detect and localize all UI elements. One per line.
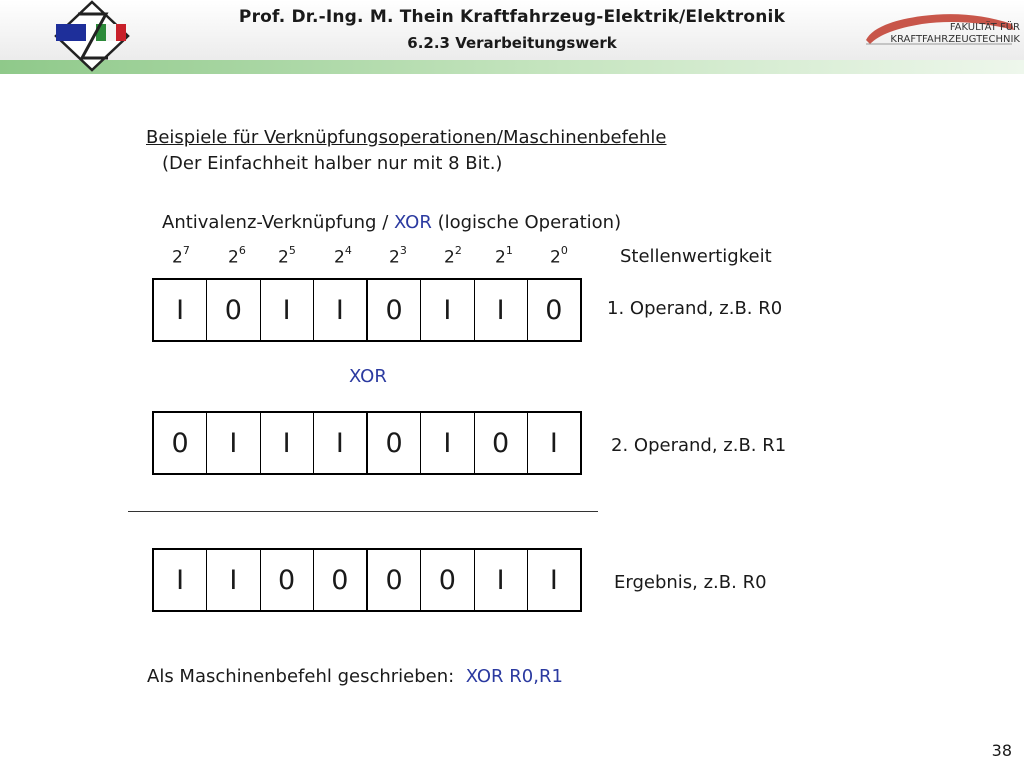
operand2-bit: I [261,413,314,473]
faculty-line1: FAKULTÄT FÜR [949,22,1020,33]
machine-command: XOR R0,R1 [465,666,563,687]
operand1-bit: I [314,280,368,340]
operand1-bit: I [154,280,207,340]
header-title: Prof. Dr.-Ing. M. Thein Kraftfahrzeug-Elektrik/Elektronik [238,7,786,27]
operand2-bit: I [549,427,558,459]
power-5: $2^5$ [278,244,296,268]
operand1-bit: I [475,280,528,340]
slide-heading: Beispiele für Verknüpfungsoperationen/Maschinenbefehle [146,127,667,148]
operand2-bit: I [421,413,474,473]
operand2-bit: 0 [368,413,421,473]
operand1-bit: 0 [368,280,421,340]
operand1-register [152,278,582,342]
slide-note: (Der Einfachheit halber nur mit 8 Bit.) [162,153,503,174]
page-number: 38 [991,741,1012,760]
faculty-logo-text [880,22,1020,46]
operand1-bit: 0 [207,280,260,340]
result-bit: I [549,564,558,596]
result-bit: I [207,550,260,610]
operation-prefix: Antivalenz-Verknüpfung / [162,212,394,233]
machine-command-prefix: Als Maschinenbefehl geschrieben: [147,666,455,687]
result-register [152,548,582,612]
stellen-label: Stellenwertigkeit [620,246,772,267]
operand2-register [152,411,582,475]
power-6: $2^6$ [228,244,246,268]
power-0: $2^0$ [550,244,568,268]
result-label: Ergebnis, z.B. R0 [614,572,767,593]
result-bit: 0 [421,550,474,610]
power-4: $2^4$ [334,244,352,268]
operand2-bit: 0 [154,413,207,473]
operand1-bit: 0 [545,294,563,326]
operation-title [162,212,621,233]
result-separator-line [128,511,598,512]
operand1-bit: I [261,280,314,340]
result-bit: 0 [261,550,314,610]
power-7: $2^7$ [172,244,190,268]
result-bit: I [154,550,207,610]
header-subtitle: 6.2.3 Verarbeitungswerk [407,34,617,52]
result-bit: 0 [368,550,421,610]
faculty-line2: KRAFTFAHRZEUGTECHNIK [890,34,1020,45]
machine-command-line [147,666,563,687]
operand1-label: 1. Operand, z.B. R0 [607,298,783,319]
operand2-bit: I [207,413,260,473]
operand2-label: 2. Operand, z.B. R1 [611,435,787,456]
xor-label: XOR [349,366,387,387]
operand2-bit: I [314,413,368,473]
header-green-rule [0,60,1024,74]
power-3: $2^3$ [389,244,407,268]
result-bit: 0 [314,550,368,610]
power-2: $2^2$ [444,244,462,268]
operation-suffix: (logische Operation) [431,212,622,233]
power-1: $2^1$ [495,244,513,268]
result-bit: I [475,550,528,610]
operand1-bit: I [421,280,474,340]
operation-name: XOR [393,212,432,233]
operand2-bit: 0 [475,413,528,473]
